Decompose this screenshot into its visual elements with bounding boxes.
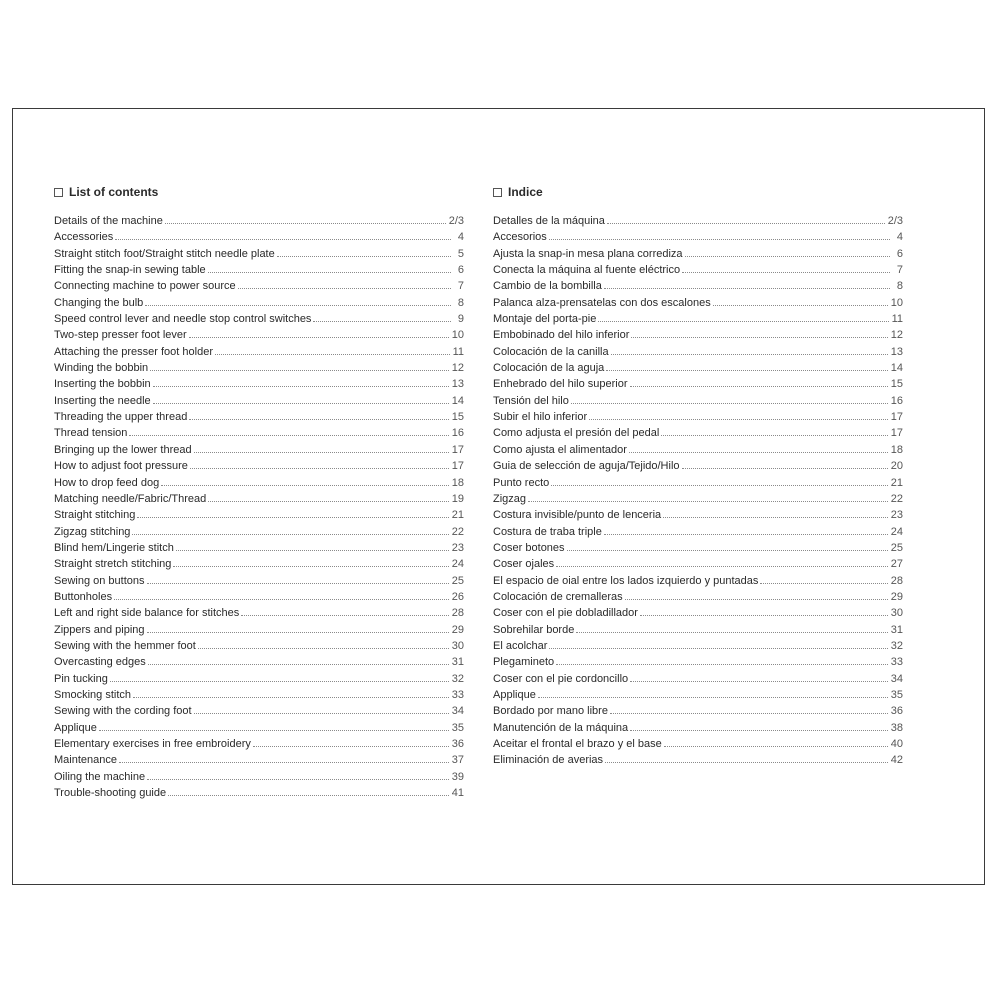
toc-entry-page: 23 (451, 541, 464, 554)
toc-entry (493, 278, 903, 294)
dot-leader (190, 468, 449, 469)
toc-entry-page: 41 (451, 787, 464, 800)
toc-entry (493, 360, 903, 376)
toc-entry-title: El acolchar (493, 639, 548, 652)
toc-entry (493, 507, 903, 523)
toc-entry-title: Como adjusta el presión del pedal (493, 427, 660, 440)
dot-leader (630, 681, 888, 682)
toc-heading-spanish (493, 183, 903, 201)
toc-entry-title: Guia de selección de aguja/Tejido/Hilo (493, 460, 680, 473)
toc-entry-page: 36 (890, 705, 903, 718)
dot-leader (129, 435, 448, 436)
dot-leader (133, 697, 449, 698)
toc-entry-title: Straight stitch foot/Straight stitch needle plate (54, 247, 275, 260)
toc-entry (54, 458, 464, 474)
toc-entry-title: Speed control lever and needle stop control switches (54, 313, 312, 326)
toc-entry (493, 573, 903, 589)
toc-entry (54, 246, 464, 262)
dot-leader (208, 272, 451, 273)
toc-entry (54, 475, 464, 491)
checkbox-icon (54, 188, 63, 197)
toc-entry (493, 311, 903, 327)
toc-list-english (54, 213, 464, 801)
dot-leader (153, 403, 449, 404)
toc-entry-title: Trouble-shooting guide (54, 787, 167, 800)
toc-entry-title: Accessories (54, 231, 114, 244)
toc-entry-page: 21 (451, 509, 464, 522)
toc-entry-page: 9 (457, 313, 464, 326)
toc-entry (493, 425, 903, 441)
dot-leader (630, 386, 888, 387)
dot-leader (528, 501, 888, 502)
toc-entry-page: 17 (451, 460, 464, 473)
toc-entry (493, 605, 903, 621)
dot-leader (605, 762, 888, 763)
toc-list-spanish (493, 213, 903, 769)
toc-entry-title: Palanca alza-prensatelas con dos escalones (493, 296, 711, 309)
toc-entry (493, 752, 903, 768)
toc-spanish (493, 183, 903, 769)
toc-entry-title: Blind hem/Lingerie stitch (54, 541, 174, 554)
dot-leader (189, 419, 448, 420)
toc-entry-page: 20 (890, 460, 903, 473)
toc-entry (493, 687, 903, 703)
toc-entry (54, 376, 464, 392)
toc-entry (493, 393, 903, 409)
toc-entry (54, 311, 464, 327)
toc-entry-page: 31 (451, 656, 464, 669)
toc-entry-title: Attaching the presser foot holder (54, 345, 213, 358)
toc-entry (493, 654, 903, 670)
dot-leader (556, 664, 888, 665)
toc-entry (493, 376, 903, 392)
dot-leader (277, 256, 451, 257)
toc-entry-page: 4 (457, 231, 464, 244)
toc-entry (54, 638, 464, 654)
toc-entry (54, 344, 464, 360)
toc-entry (493, 638, 903, 654)
toc-entry (493, 540, 903, 556)
toc-entry-page: 4 (896, 231, 903, 244)
toc-entry (493, 720, 903, 736)
toc-entry-title: Coser botones (493, 541, 565, 554)
toc-entry-page: 34 (890, 672, 903, 685)
dot-leader (682, 272, 890, 273)
toc-entry-title: Sewing with the cording foot (54, 705, 192, 718)
toc-entry (54, 425, 464, 441)
toc-entry-page: 35 (451, 721, 464, 734)
toc-entry-title: Conecta la máquina al fuente eléctrico (493, 264, 681, 277)
dot-leader (664, 746, 888, 747)
dot-leader (631, 337, 887, 338)
dot-leader (194, 713, 449, 714)
dot-leader (241, 615, 448, 616)
toc-entry-title: Winding the bobbin (54, 362, 149, 375)
toc-entry-title: Changing the bulb (54, 296, 144, 309)
toc-entry-title: Bordado por mano libre (493, 705, 608, 718)
toc-entry-page: 15 (890, 378, 903, 391)
toc-entry-title: Zippers and piping (54, 623, 145, 636)
toc-entry-title: Colocación de cremalleras (493, 590, 623, 603)
toc-entry-page: 40 (890, 738, 903, 750)
toc-entry-page: 16 (451, 427, 464, 440)
toc-entry (54, 278, 464, 294)
toc-entry-page: 33 (890, 656, 903, 669)
toc-entry-title: Ajusta la snap-in mesa plana corrediza (493, 247, 683, 260)
toc-entry-page: 6 (896, 247, 903, 260)
toc-entry (54, 393, 464, 409)
toc-entry (54, 409, 464, 425)
dot-leader (607, 223, 885, 224)
dot-leader (114, 599, 449, 600)
toc-entry-page: 15 (451, 411, 464, 424)
toc-entry-title: Costura invisible/punto de lenceria (493, 509, 662, 522)
toc-entry (54, 720, 464, 736)
toc-entry-page: 8 (896, 280, 903, 293)
toc-entry-page: 37 (451, 754, 464, 767)
toc-entry-title: Subir el hilo inferior (493, 411, 588, 424)
toc-entry-title: Manutención de la máquina (493, 721, 629, 734)
dot-leader (148, 664, 449, 665)
dot-leader (611, 354, 888, 355)
toc-entry-page: 38 (890, 721, 903, 734)
toc-entry (54, 327, 464, 343)
toc-entry-page: 23 (890, 509, 903, 522)
toc-entry-title: Threading the upper thread (54, 411, 188, 424)
toc-entry (54, 671, 464, 687)
toc-entry-title: Eliminación de averias (493, 754, 604, 767)
document-page (12, 108, 985, 885)
toc-entry (493, 622, 903, 638)
dot-leader (606, 370, 887, 371)
dot-leader (604, 288, 890, 289)
toc-entry-title: Como ajusta el alimentador (493, 443, 627, 456)
toc-heading-label: Indice (508, 185, 543, 199)
toc-entry-page: 6 (457, 264, 464, 277)
toc-entry-title: Pin tucking (54, 672, 108, 685)
toc-entry-page: 31 (890, 623, 903, 636)
dot-leader (150, 370, 449, 371)
toc-entry (493, 229, 903, 245)
dot-leader (629, 452, 888, 453)
toc-entry-page: 30 (451, 639, 464, 652)
toc-entry-page: 24 (890, 525, 903, 538)
dot-leader (630, 730, 888, 731)
toc-entry (493, 458, 903, 474)
toc-entry (54, 622, 464, 638)
toc-entry (493, 671, 903, 687)
toc-entry-title: Montaje del porta-pie (493, 313, 597, 326)
toc-entry-title: Aceitar el frontal el brazo y el base (493, 738, 662, 750)
toc-entry-page: 17 (890, 411, 903, 424)
toc-entry (54, 769, 464, 785)
toc-entry (493, 442, 903, 458)
toc-entry-title: How to adjust foot pressure (54, 460, 188, 473)
toc-entry-title: Plegamineto (493, 656, 555, 669)
dot-leader (556, 566, 888, 567)
toc-entry-title: Applique (493, 688, 536, 701)
toc-entry-title: Two-step presser foot lever (54, 329, 187, 342)
toc-entry-page: 22 (890, 492, 903, 505)
toc-entry-title: Maintenance (54, 754, 117, 767)
dot-leader (685, 256, 890, 257)
dot-leader (661, 435, 887, 436)
toc-entry-page: 30 (890, 607, 903, 620)
toc-entry-title: Overcasting edges (54, 656, 146, 669)
toc-entry-title: Embobinado del hilo inferior (493, 329, 630, 342)
toc-entry-title: Inserting the bobbin (54, 378, 151, 391)
toc-entry-title: Enhebrado del hilo superior (493, 378, 628, 391)
toc-entry (54, 360, 464, 376)
dot-leader (137, 517, 448, 518)
toc-entry-title: Cambio de la bombilla (493, 280, 602, 293)
dot-leader (208, 501, 449, 502)
toc-entry (493, 409, 903, 425)
dot-leader (173, 566, 448, 567)
toc-entry (54, 654, 464, 670)
dot-leader (663, 517, 888, 518)
toc-entry (493, 524, 903, 540)
toc-entry-page: 10 (890, 296, 903, 309)
toc-entry-page: 25 (451, 574, 464, 587)
dot-leader (165, 223, 446, 224)
toc-entry-title: Elementary exercises in free embroidery (54, 738, 251, 750)
toc-entry (493, 736, 903, 752)
toc-entry-page: 7 (896, 264, 903, 277)
toc-entry-page: 16 (890, 394, 903, 407)
toc-entry-title: Colocación de la aguja (493, 362, 605, 375)
dot-leader (549, 239, 890, 240)
toc-entry-title: Zigzag stitching (54, 525, 131, 538)
toc-entry (493, 491, 903, 507)
toc-entry-title: Oiling the machine (54, 770, 146, 783)
toc-entry-title: Zigzag (493, 492, 527, 505)
dot-leader (576, 632, 887, 633)
toc-entry (54, 687, 464, 703)
dot-leader (194, 452, 449, 453)
toc-entry-page: 28 (451, 607, 464, 620)
toc-entry (54, 213, 464, 229)
toc-entry-page: 18 (451, 476, 464, 489)
toc-entry-page: 11 (891, 313, 903, 326)
dot-leader (198, 648, 449, 649)
toc-entry-page: 33 (451, 688, 464, 701)
toc-entry-title: Coser con el pie cordoncillo (493, 672, 629, 685)
toc-entry-title: Fitting the snap-in sewing table (54, 264, 206, 277)
toc-entry (54, 442, 464, 458)
toc-entry (54, 752, 464, 768)
dot-leader (168, 795, 449, 796)
dot-leader (567, 550, 888, 551)
toc-entry-page: 17 (451, 443, 464, 456)
toc-entry (493, 475, 903, 491)
toc-entry-page: 12 (451, 362, 464, 375)
toc-entry-page: 18 (890, 443, 903, 456)
toc-entry (54, 589, 464, 605)
toc-entry-page: 13 (451, 378, 464, 391)
toc-entry-title: Accesorios (493, 231, 547, 244)
dot-leader (119, 762, 449, 763)
toc-entry-page: 8 (457, 296, 464, 309)
toc-entry-title: El espacio de oial entre los lados izquierdo y puntadas (493, 574, 759, 587)
toc-entry (493, 295, 903, 311)
toc-entry-title: Buttonholes (54, 590, 113, 603)
toc-entry-title: Straight stretch stitching (54, 558, 172, 571)
toc-entry-page: 28 (890, 574, 903, 587)
toc-entry (54, 295, 464, 311)
toc-entry-title: Punto recto (493, 476, 550, 489)
dot-leader (253, 746, 449, 747)
toc-entry-title: Matching needle/Fabric/Thread (54, 492, 207, 505)
toc-heading-english (54, 183, 464, 201)
toc-entry (54, 785, 464, 801)
toc-entry-page: 36 (451, 738, 464, 750)
toc-entry (54, 605, 464, 621)
toc-entry (493, 213, 903, 229)
toc-entry-page: 26 (451, 590, 464, 603)
toc-entry-page: 11 (452, 345, 464, 358)
dot-leader (161, 485, 449, 486)
toc-entry-page: 5 (457, 247, 464, 260)
toc-entry-title: Left and right side balance for stitches (54, 607, 240, 620)
toc-entry-page: 29 (890, 590, 903, 603)
toc-entry-title: Tensión del hilo (493, 394, 569, 407)
toc-entry-page: 35 (890, 688, 903, 701)
toc-entry (54, 736, 464, 752)
toc-entry (54, 491, 464, 507)
dot-leader (313, 321, 451, 322)
toc-entry-page: 27 (890, 558, 903, 571)
toc-entry-page: 19 (451, 492, 464, 505)
toc-entry-page: 10 (451, 329, 464, 342)
toc-english (54, 183, 464, 801)
dot-leader (610, 713, 888, 714)
toc-entry (493, 246, 903, 262)
toc-entry (54, 229, 464, 245)
toc-entry-title: Coser con el pie dobladillador (493, 607, 638, 620)
toc-entry-page: 13 (890, 345, 903, 358)
toc-entry (493, 262, 903, 278)
toc-entry (493, 556, 903, 572)
dot-leader (215, 354, 450, 355)
toc-entry (493, 327, 903, 343)
dot-leader (99, 730, 449, 731)
dot-leader (549, 648, 887, 649)
dot-leader (145, 305, 451, 306)
toc-entry-title: Sobrehilar borde (493, 623, 575, 636)
dot-leader (589, 419, 888, 420)
toc-entry-title: Connecting machine to power source (54, 280, 236, 293)
dot-leader (604, 534, 888, 535)
toc-entry-title: Bringing up the lower thread (54, 443, 192, 456)
dot-leader (115, 239, 451, 240)
toc-entry-title: Colocación de la canilla (493, 345, 609, 358)
toc-entry-page: 22 (451, 525, 464, 538)
toc-entry-page: 42 (890, 754, 903, 767)
toc-entry-title: Coser ojales (493, 558, 555, 571)
toc-entry (493, 703, 903, 719)
dot-leader (571, 403, 888, 404)
toc-entry-title: Inserting the needle (54, 394, 151, 407)
toc-entry-title: Details of the machine (54, 215, 163, 227)
toc-entry-title: Thread tension (54, 427, 128, 440)
toc-entry-page: 39 (451, 770, 464, 783)
dot-leader (682, 468, 888, 469)
dot-leader (176, 550, 449, 551)
toc-entry-page: 7 (457, 280, 464, 293)
dot-leader (189, 337, 449, 338)
toc-entry-page: 17 (890, 427, 903, 440)
toc-entry-page: 24 (451, 558, 464, 571)
dot-leader (147, 779, 449, 780)
toc-entry-page: 32 (890, 639, 903, 652)
toc-entry-title: Costura de traba triple (493, 525, 602, 538)
toc-entry-page: 25 (890, 541, 903, 554)
toc-entry-title: Sewing on buttons (54, 574, 145, 587)
dot-leader (551, 485, 887, 486)
toc-entry-title: Applique (54, 721, 97, 734)
toc-entry-page: 14 (451, 394, 464, 407)
dot-leader (147, 583, 449, 584)
toc-entry-page: 14 (890, 362, 903, 375)
toc-entry-title: Detalles de la máquina (493, 215, 605, 227)
toc-entry-page: 29 (451, 623, 464, 636)
dot-leader (110, 681, 449, 682)
toc-entry-title: Smocking stitch (54, 688, 132, 701)
toc-entry-page: 2/3 (448, 215, 464, 227)
dot-leader (625, 599, 888, 600)
dot-leader (153, 386, 449, 387)
dot-leader (147, 632, 449, 633)
toc-entry-page: 34 (451, 705, 464, 718)
dot-leader (132, 534, 448, 535)
dot-leader (760, 583, 887, 584)
toc-entry (493, 344, 903, 360)
toc-entry-page: 21 (890, 476, 903, 489)
toc-entry-title: Sewing with the hemmer foot (54, 639, 196, 652)
toc-entry (54, 556, 464, 572)
toc-entry (54, 524, 464, 540)
toc-entry-page: 12 (890, 329, 903, 342)
toc-entry-title: How to drop feed dog (54, 476, 160, 489)
dot-leader (538, 697, 888, 698)
dot-leader (598, 321, 888, 322)
toc-entry (54, 573, 464, 589)
dot-leader (238, 288, 451, 289)
toc-entry (54, 540, 464, 556)
toc-heading-label: List of contents (69, 185, 159, 199)
toc-entry (54, 507, 464, 523)
toc-entry-title: Straight stitching (54, 509, 136, 522)
dot-leader (640, 615, 888, 616)
dot-leader (713, 305, 888, 306)
toc-entry (54, 703, 464, 719)
toc-entry (493, 589, 903, 605)
toc-entry (54, 262, 464, 278)
toc-entry-page: 32 (451, 672, 464, 685)
toc-entry-page: 2/3 (887, 215, 903, 227)
checkbox-icon (493, 188, 502, 197)
